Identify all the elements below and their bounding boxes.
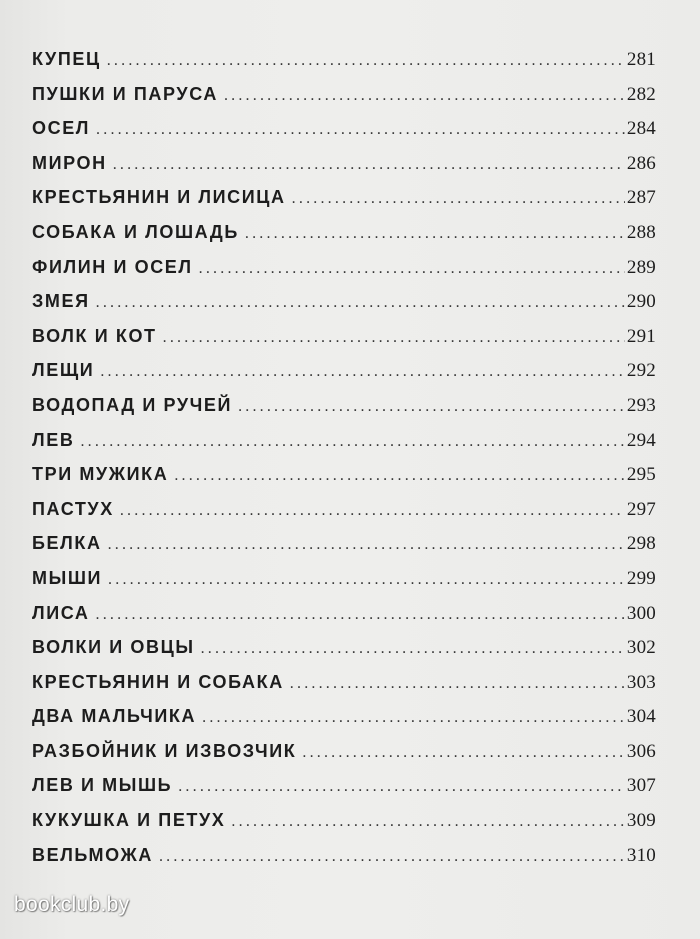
toc-entry-title: КРЕСТЬЯНИН И СОБАКА — [32, 671, 284, 692]
toc-entry — [32, 353, 656, 388]
toc-entry-page: 290 — [626, 291, 656, 313]
toc-entry — [32, 423, 656, 458]
toc-entry-page: 289 — [626, 256, 656, 278]
toc-dot-leader — [80, 425, 624, 460]
toc-entry-title: ЛЕЩИ — [32, 360, 95, 381]
toc-dot-leader — [245, 217, 625, 252]
toc-dot-leader — [107, 44, 625, 79]
toc-dot-leader — [174, 459, 625, 494]
toc-dot-leader — [163, 321, 625, 356]
toc-entry-title: РАЗБОЙНИК И ИЗВОЗЧИК — [32, 740, 297, 761]
toc-entry-page: 309 — [626, 810, 656, 832]
toc-entry-page: 297 — [626, 498, 656, 520]
toc-dot-leader — [108, 528, 625, 563]
toc-entry — [32, 734, 656, 769]
toc-entry — [32, 492, 656, 527]
toc-entry-page: 293 — [626, 394, 656, 416]
toc-entry-page: 299 — [626, 567, 656, 589]
toc-entry-title: ВЕЛЬМОЖА — [32, 844, 153, 865]
toc-entry — [32, 180, 656, 215]
toc-dot-leader — [96, 598, 625, 633]
toc-dot-leader — [238, 390, 625, 425]
toc-entry — [32, 457, 656, 492]
toc-entry-title: ОСЕЛ — [32, 118, 91, 139]
toc-entry-page: 310 — [626, 844, 656, 866]
toc-dot-leader — [231, 805, 624, 840]
toc-dot-leader — [96, 113, 625, 148]
toc-entry-title: ПУШКИ И ПАРУСА — [32, 83, 218, 104]
toc-entry-page: 286 — [626, 152, 656, 174]
toc-dot-leader — [120, 494, 625, 529]
toc-entry-page: 295 — [626, 464, 656, 486]
toc-dot-leader — [292, 182, 625, 217]
toc-entry — [32, 77, 656, 112]
toc-entry-title: ВОЛК И КОТ — [32, 325, 157, 346]
toc-dot-leader — [108, 563, 625, 598]
toc-entry-title: ВОДОПАД И РУЧЕЙ — [32, 394, 233, 415]
toc-entry — [32, 526, 656, 561]
toc-entry-title: ЛИСА — [32, 602, 90, 623]
toc-entry — [32, 803, 656, 838]
toc-entry-page: 303 — [626, 671, 656, 693]
toc-entry-page: 306 — [626, 740, 656, 762]
toc-entry-page: 298 — [626, 533, 656, 555]
toc-entry — [32, 768, 656, 803]
toc-entry-title: ПАСТУХ — [32, 498, 114, 519]
toc-entry-title: ТРИ МУЖИКА — [32, 464, 169, 485]
toc-entry-page: 307 — [626, 775, 656, 797]
toc-entry-page: 287 — [626, 187, 656, 209]
toc-entry-title: ВОЛКИ И ОВЦЫ — [32, 637, 195, 658]
toc-entry — [32, 111, 656, 146]
toc-entry-title: ДВА МАЛЬЧИКА — [32, 706, 197, 727]
toc-entry — [32, 838, 656, 873]
toc-entry — [32, 284, 656, 319]
toc-dot-leader — [302, 736, 625, 771]
toc-dot-leader — [224, 79, 625, 114]
toc-entry-title: БЕЛКА — [32, 533, 102, 554]
toc-dot-leader — [159, 840, 625, 875]
toc-entry — [32, 250, 656, 285]
site-watermark: bookclub.by — [14, 893, 130, 916]
toc-dot-leader — [96, 286, 625, 321]
toc-dot-leader — [100, 355, 625, 390]
toc-entry — [32, 42, 656, 77]
toc-entry-title: МЫШИ — [32, 567, 103, 588]
toc-dot-leader — [290, 667, 625, 702]
toc-dot-leader — [202, 701, 625, 736]
toc-dot-leader — [113, 148, 625, 183]
toc-dot-leader — [199, 252, 625, 287]
toc-entry-title: СОБАКА И ЛОШАДЬ — [32, 221, 239, 242]
table-of-contents — [32, 42, 656, 872]
toc-entry — [32, 388, 656, 423]
toc-entry-page: 284 — [626, 118, 656, 140]
toc-entry — [32, 319, 656, 354]
toc-entry — [32, 561, 656, 596]
toc-entry-title: ЛЕВ И МЫШЬ — [32, 775, 173, 796]
toc-entry — [32, 596, 656, 631]
toc-entry-page: 304 — [626, 706, 656, 728]
toc-entry-title: ФИЛИН И ОСЕЛ — [32, 256, 193, 277]
toc-entry — [32, 699, 656, 734]
toc-entry-page: 294 — [626, 429, 656, 451]
toc-dot-leader — [178, 770, 625, 805]
toc-entry — [32, 146, 656, 181]
toc-entry-page: 291 — [626, 325, 656, 347]
toc-entry-title: ЗМЕЯ — [32, 291, 90, 312]
toc-entry-title: КРЕСТЬЯНИН И ЛИСИЦА — [32, 187, 286, 208]
toc-entry-page: 282 — [626, 83, 656, 105]
toc-entry — [32, 630, 656, 665]
toc-entry-title: КУКУШКА И ПЕТУХ — [32, 810, 226, 831]
toc-entry-title: МИРОН — [32, 152, 107, 173]
toc-entry-page: 300 — [626, 602, 656, 624]
toc-entry-page: 281 — [626, 49, 656, 70]
toc-entry-page: 292 — [626, 360, 656, 382]
toc-entry — [32, 215, 656, 250]
toc-entry-page: 302 — [626, 637, 656, 659]
toc-entry-title: ЛЕВ — [32, 429, 75, 450]
toc-entry-page: 288 — [626, 221, 656, 243]
toc-entry — [32, 665, 656, 700]
toc-entry-title: КУПЕЦ — [32, 49, 101, 69]
toc-dot-leader — [201, 632, 625, 667]
